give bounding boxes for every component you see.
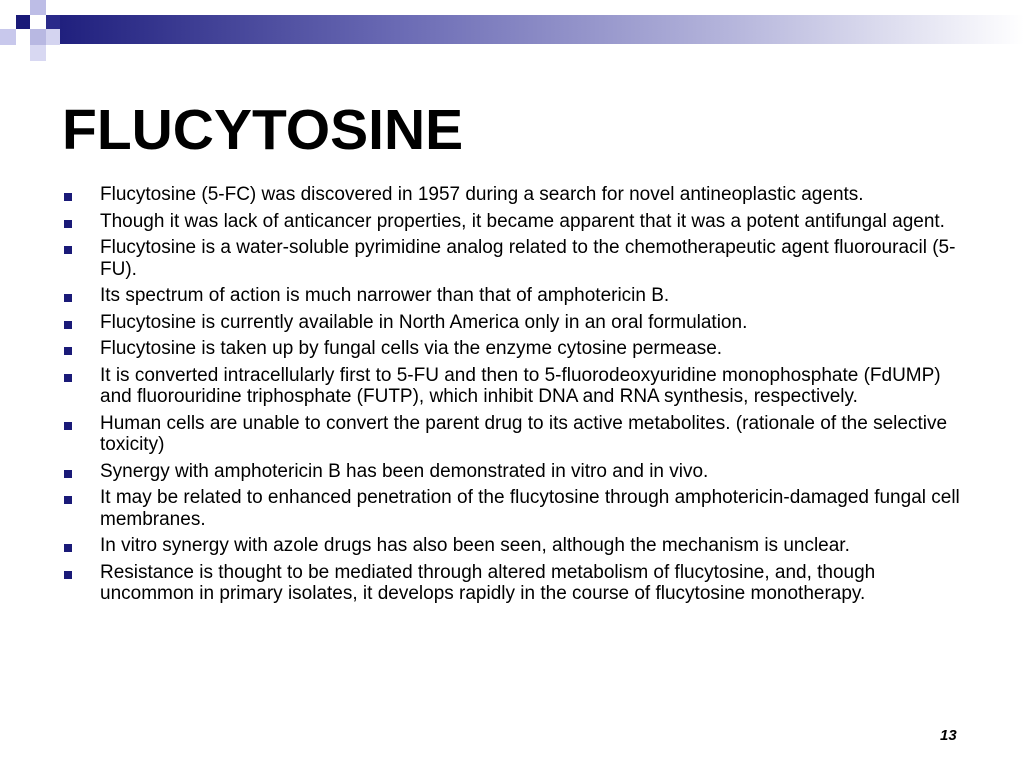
bullet-text: Human cells are unable to convert the parent drug to its active metabolites. (rationale of the selective toxicity): [100, 412, 948, 455]
decorative-square: [46, 29, 60, 45]
square-bullet-icon: [64, 374, 72, 382]
bullet-item: [62, 487, 972, 530]
header-gradient-bar: [60, 15, 1024, 44]
bullet-item: [62, 535, 972, 557]
bullet-text: Flucytosine is taken up by fungal cells via the enzyme cytosine permease.: [100, 338, 723, 359]
bullet-text: In vitro synergy with azole drugs has also been seen, although the mechanism is unclear.: [100, 535, 850, 556]
square-bullet-icon: [64, 422, 72, 430]
bullet-item: [62, 338, 972, 360]
decorative-square: [30, 0, 46, 15]
square-bullet-icon: [64, 544, 72, 552]
bullet-item: [62, 365, 972, 408]
decorative-square: [0, 29, 16, 45]
bullet-text: Flucytosine is a water-soluble pyrimidine analog related to the chemotherapeutic agent fluorouracil (5-FU).: [100, 237, 956, 280]
bullet-text: Flucytosine (5-FC) was discovered in 1957 during a search for novel antineoplastic agents.: [100, 184, 864, 205]
bullet-item: [62, 461, 972, 483]
bullet-item: [62, 312, 972, 334]
decorative-square: [16, 15, 30, 29]
bullet-item: [62, 413, 972, 456]
bullet-text: It may be related to enhanced penetration of the flucytosine through amphotericin-damaged fungal cell membranes.: [100, 487, 960, 530]
square-bullet-icon: [64, 321, 72, 329]
decorative-square: [30, 45, 46, 61]
slide-title: FLUCYTOSINE: [62, 98, 464, 162]
square-bullet-icon: [64, 220, 72, 228]
decorative-square: [46, 15, 60, 29]
bullet-item: [62, 562, 972, 605]
decorative-square: [30, 29, 46, 45]
square-bullet-icon: [64, 347, 72, 355]
square-bullet-icon: [64, 470, 72, 478]
bullet-item: [62, 285, 972, 307]
square-bullet-icon: [64, 571, 72, 579]
bullet-text: It is converted intracellularly first to 5-FU and then to 5-fluorodeoxyuridine monophosphate (FdUMP) and fluorouridine triphosphate (FUTP), which inhibit DNA and RNA synthesis, respectively.: [100, 364, 941, 407]
square-bullet-icon: [64, 193, 72, 201]
square-bullet-icon: [64, 294, 72, 302]
bullet-text: Synergy with amphotericin B has been demonstrated in vitro and in vivo.: [100, 460, 709, 482]
bullet-list: [62, 184, 972, 610]
bullet-item: [62, 184, 972, 206]
bullet-item: [62, 211, 972, 233]
square-bullet-icon: [64, 496, 72, 504]
page-number: 13: [940, 727, 957, 744]
bullet-text: Its spectrum of action is much narrower than that of amphotericin B.: [100, 285, 670, 306]
bullet-text: Flucytosine is currently available in North America only in an oral formulation.: [100, 311, 748, 333]
bullet-item: [62, 237, 972, 280]
bullet-text: Though it was lack of anticancer properties, it became apparent that it was a potent antifungal agent.: [100, 210, 945, 232]
square-bullet-icon: [64, 246, 72, 254]
bullet-text: Resistance is thought to be mediated through altered metabolism of flucytosine, and, though uncommon in primary isolates, it develops rapidly in the course of flucytosine monotherapy.: [100, 561, 876, 604]
